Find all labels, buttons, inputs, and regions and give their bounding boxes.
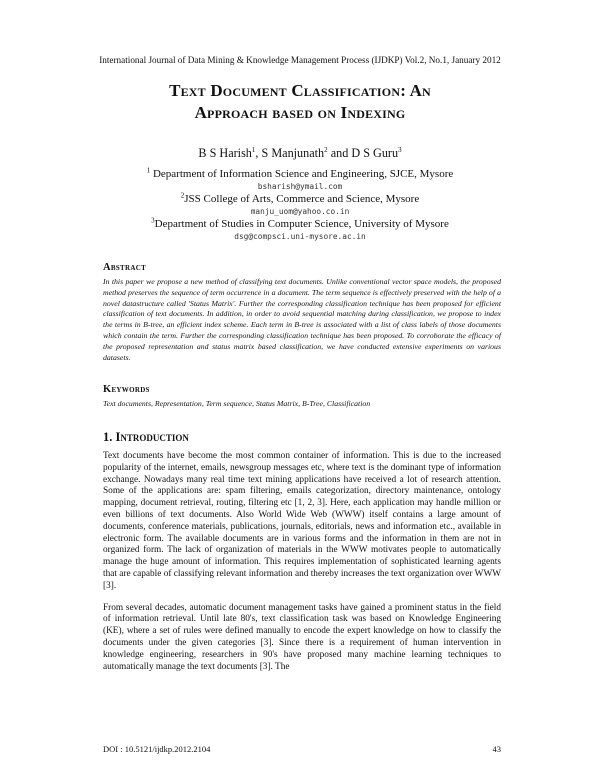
keywords-section <box>103 384 501 410</box>
abstract-text: In this paper we propose a new method of classifying text documents. Unlike conventional vector space models, the proposed method preserves the sequence of term occurrence in a document. The term sequence is effectively preserved with the help of a novel datastructure called 'Status Matrix'. Further the corresponding classification technique has been proposed for efficient classification of text documents. In addition, in order to avoid sequential matching during classification, we propose to index the terms in B-tree, an efficient index scheme. Each term in B-tree is associated with a list of class labels of those documents which contain the term. Further the corresponding classification technique has been proposed. To corroborate the efficacy of the proposed representation and status matrix based classification, we have conducted extensive experiments on various datasets. <box>103 277 501 362</box>
affil-text: Department of Studies in Computer Science, University of Mysore <box>154 218 449 230</box>
page-number: 43 <box>492 744 501 754</box>
author-affil-mark: 2 <box>324 145 328 154</box>
author-affil-mark: 1 <box>251 145 256 154</box>
affiliations <box>0 168 600 243</box>
abstract-heading: Abstract <box>103 262 147 273</box>
affiliation <box>0 193 600 206</box>
affil-email[interactable]: manju_uom@yahoo.co.in <box>250 207 350 216</box>
affil-mark: 2 <box>180 191 185 200</box>
affiliation <box>0 218 600 231</box>
title-line-1: Text Document Classification: An <box>169 81 431 100</box>
affil-email[interactable]: dsg@compsci.uni-mysore.ac.in <box>234 232 366 241</box>
journal-header: International Journal of Data Mining & Knowledge Management Process (IJDKP) Vol.2, No.1, January 2012 <box>99 55 501 65</box>
intro-paragraph-2: From several decades, automatic document management tasks have gained a prominent status in the field of information retrieval. Until late 80's, text classification task was based on Knowledge Engineering (KE), where a set of rules were defined manually to encode the expert knowledge on how to classify the documents under the given categories [3]. Since there is a requirement of human intervention in knowledge engineering, researchers in 90's have proposed many machine learning techniques to automatically manage the text documents [3]. The <box>103 602 501 672</box>
affil-text: JSS College of Arts, Commerce and Science, Mysore <box>184 193 420 205</box>
author-affil-mark: 3 <box>398 145 402 154</box>
author-separator: and <box>327 146 352 160</box>
affil-mark: 3 <box>151 216 155 225</box>
abstract-section <box>103 262 501 363</box>
introduction-section <box>103 430 501 673</box>
intro-paragraph-1: Text documents have become the most common container of information. This is due to the increased popularity of the internet, emails, newsgroup messages etc, where text is the dominant type of information exchange. Nowadays many real time text mining applications have received a lot of research attention. Some of the applications are: spam filtering, emails categorization, directory maintenance, ontology mapping, document retrieval, routing, filtering etc [1, 2, 3]. Here, each application may handle million or even billions of text documents. Also World Wide Web (WWW) itself contains a large amount of documents, conference materials, publications, journals, editorials, news and information etc., available in electronic form. The available documents are in various forms and the information in them are not in organized form. The lack of organization of materials in the WWW motivates people to automatically manage the huge amount of information. This requires implementation of sophisticated learning agents that are capable of classifying relevant information and thereby increases the text organization over WWW [3]. <box>103 451 501 591</box>
title-line-2: Approach based on Indexing <box>194 103 406 122</box>
author-name: S Manjunath <box>261 146 325 160</box>
doi-text: DOI : 10.5121/ijdkp.2012.2104 <box>103 744 211 754</box>
affiliation <box>0 168 600 181</box>
author-list <box>0 146 600 161</box>
author-name: D S Guru <box>351 146 399 160</box>
keywords-text: Text documents, Representation, Term sequence, Status Matrix, B-Tree, Classification <box>103 399 371 408</box>
affil-mark: 1 <box>146 166 151 175</box>
affil-email[interactable]: bsharish@ymail.com <box>257 182 343 191</box>
keywords-heading: Keywords <box>103 384 150 395</box>
author-separator: , <box>255 146 262 160</box>
introduction-heading: 1. Introduction <box>103 430 189 444</box>
affil-text: Department of Information Science and Engineering, SJCE, Mysore <box>150 168 454 180</box>
page-footer <box>103 744 501 754</box>
author-name: B S Harish <box>198 146 252 160</box>
paper-title <box>0 80 600 124</box>
